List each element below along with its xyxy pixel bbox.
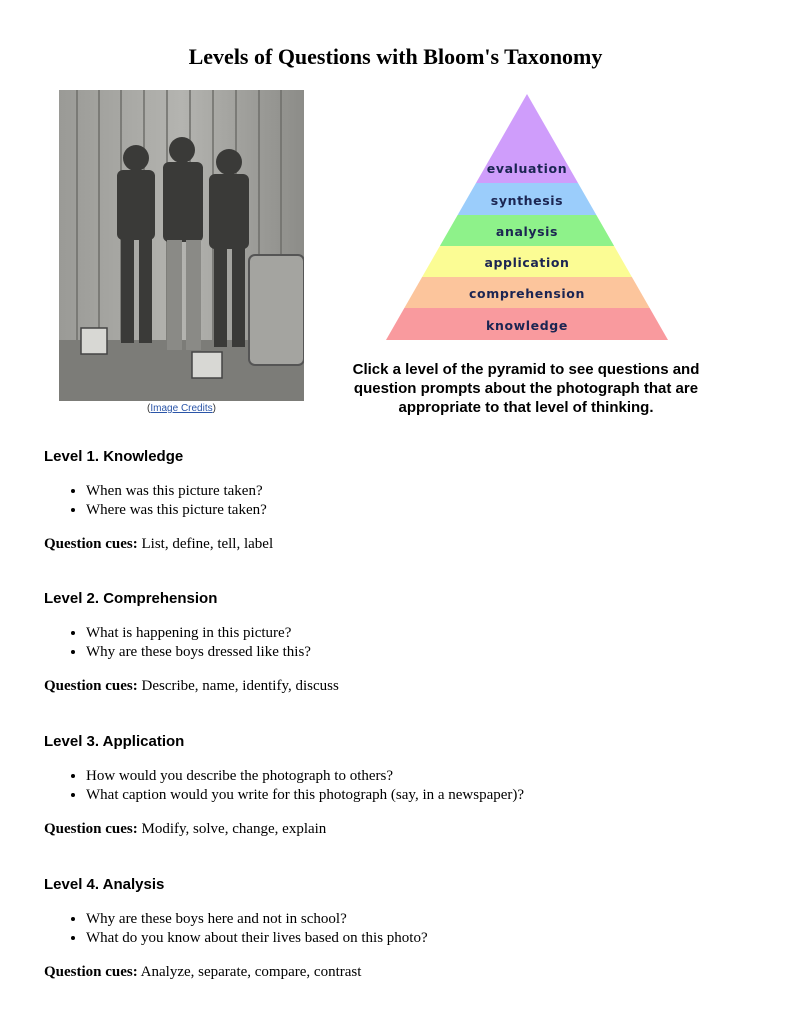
question-cues xyxy=(44,821,744,838)
cues-label: Question cues: xyxy=(44,821,138,837)
image-credits-link[interactable]: Image Credits xyxy=(150,403,213,414)
level-heading: Level 4. Analysis xyxy=(44,876,165,893)
page-title: Levels of Questions with Bloom's Taxonomy xyxy=(188,44,603,69)
photograph-breaker-boys xyxy=(59,90,304,401)
pyramid-label[interactable]: synthesis xyxy=(490,193,564,208)
list-item: • What do you know about their lives based on this photo? xyxy=(86,929,744,948)
level-section-comprehension xyxy=(44,590,744,695)
image-credits xyxy=(59,403,304,414)
pyramid-level-knowledge[interactable] xyxy=(386,308,668,340)
pyramid-level-analysis[interactable] xyxy=(440,215,614,246)
blooms-pyramid xyxy=(386,94,668,340)
pyramid-instructions: Click a level of the pyramid to see questions and question prompts about the photograph that are appropriate to that level of thinking. xyxy=(352,361,700,416)
list-item: • Why are these boys dressed like this? xyxy=(86,643,744,662)
question-cues xyxy=(44,536,744,553)
pyramid-label[interactable]: knowledge xyxy=(486,318,568,333)
list-item: • What caption would you write for this photograph (say, in a newspaper)? xyxy=(86,786,744,805)
cues-text: Analyze, separate, compare, contrast xyxy=(137,964,362,980)
pyramid-label[interactable]: application xyxy=(484,255,570,270)
question-list xyxy=(44,624,744,662)
list-item: • What is happening in this picture? xyxy=(86,624,744,643)
pyramid-level-comprehension[interactable] xyxy=(404,277,649,308)
question-cues xyxy=(44,678,744,695)
level-section-application xyxy=(44,733,744,838)
pyramid-label[interactable]: evaluation xyxy=(486,161,568,176)
question-cues xyxy=(44,964,744,981)
level-section-analysis xyxy=(44,876,744,981)
level-section-knowledge xyxy=(44,448,744,553)
pyramid-graphic xyxy=(386,94,668,340)
pyramid-label[interactable]: comprehension xyxy=(469,286,585,301)
list-item: • How would you describe the photograph to others? xyxy=(86,767,744,786)
cues-label: Question cues: xyxy=(44,964,138,980)
credits-paren-open: ( xyxy=(147,403,151,414)
cues-text: Modify, solve, change, explain xyxy=(137,821,327,837)
question-list xyxy=(44,910,744,948)
level-heading: Level 3. Application xyxy=(44,733,185,750)
cues-label: Question cues: xyxy=(44,678,138,694)
photograph-image xyxy=(59,90,304,401)
cues-text: Describe, name, identify, discuss xyxy=(137,678,339,694)
list-item: • Where was this picture taken? xyxy=(86,501,744,520)
cues-label: Question cues: xyxy=(44,536,138,552)
list-item: • Why are these boys here and not in school? xyxy=(86,910,744,929)
cues-text: List, define, tell, label xyxy=(137,536,274,552)
question-list xyxy=(44,482,744,520)
level-heading: Level 1. Knowledge xyxy=(44,448,184,465)
list-item: • When was this picture taken? xyxy=(86,482,744,501)
question-list xyxy=(44,767,744,805)
pyramid-level-evaluation[interactable] xyxy=(476,94,578,183)
pyramid-label[interactable]: analysis xyxy=(495,224,559,239)
pyramid-level-synthesis[interactable] xyxy=(458,183,597,215)
credits-paren-close: ) xyxy=(212,403,216,414)
level-heading: Level 2. Comprehension xyxy=(44,590,218,607)
pyramid-level-application[interactable] xyxy=(422,246,632,277)
